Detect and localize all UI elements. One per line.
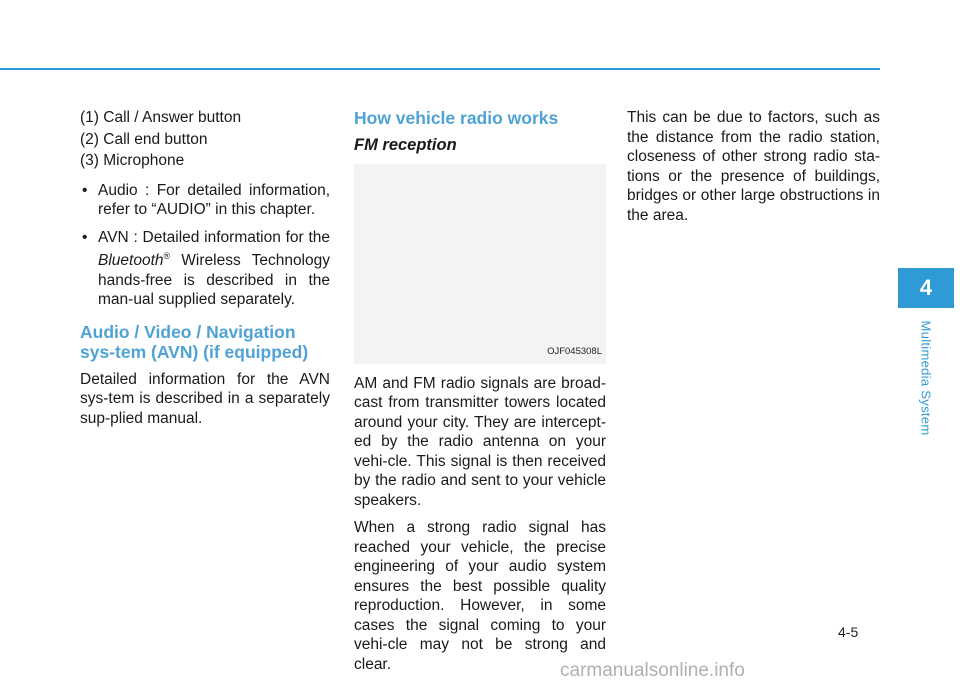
registered-mark: ® [163, 251, 171, 261]
page-number: 4-5 [838, 624, 859, 640]
bullet-list [80, 181, 330, 310]
figure-placeholder [354, 164, 606, 364]
section-heading-radio: How vehicle radio works [354, 108, 559, 128]
chapter-title: Multimedia System [918, 320, 934, 436]
figure-code: OJF045308L [547, 346, 602, 357]
item-microphone: (3) Microphone [80, 152, 185, 169]
bullet-avn-suffix: Wireless Technology hands-free is described in the man-ual supplied separately. [98, 252, 330, 309]
avn-heading: Audio / Video / Navigation sys-tem (AVN) (if equipped) [80, 321, 309, 362]
item-call-answer: (1) Call / Answer button [80, 109, 242, 126]
left-column [80, 108, 330, 436]
bullet-audio: • Audio : For detailed information, refer to “AUDIO” in this chapter. [80, 181, 330, 220]
watermark: carmanualsonline.info [560, 660, 745, 681]
bullet-avn-prefix: AVN : Detailed information for the [98, 228, 330, 246]
paragraph-factors: This can be due to factors, such as the distance from the radio station, closeness of other strong radio sta-tions or the presence of buildings, bridges or other large obstructions in the area. [627, 109, 880, 224]
subheading-fm: FM reception [354, 136, 457, 154]
chapter-tab: 4 [898, 268, 954, 308]
spacer [80, 173, 330, 181]
bullet-avn [80, 228, 330, 310]
item-call-end: (2) Call end button [80, 130, 208, 148]
avn-body: Detailed information for the AVN sys-tem is described in a separately sup-plied manual. [80, 370, 330, 427]
middle-column [354, 108, 606, 682]
header-rule [0, 68, 880, 70]
bluetooth-brand: Bluetooth [98, 252, 164, 270]
paragraph-am-fm: AM and FM radio signals are broad-cast from transmitter towers located around your city. They are intercept-ed by the radio antenna on your vehi-cle. This signal is then received by the radio and sent to your vehicle speakers. [354, 374, 606, 509]
paragraph-strong-signal: When a strong radio signal has reached your vehicle, the precise engineering of your audio system ensures the best possible quality reproduction. However, in some cases the signal coming to your vehi-cle may not be strong and clear. [354, 519, 606, 673]
right-column [627, 108, 880, 233]
